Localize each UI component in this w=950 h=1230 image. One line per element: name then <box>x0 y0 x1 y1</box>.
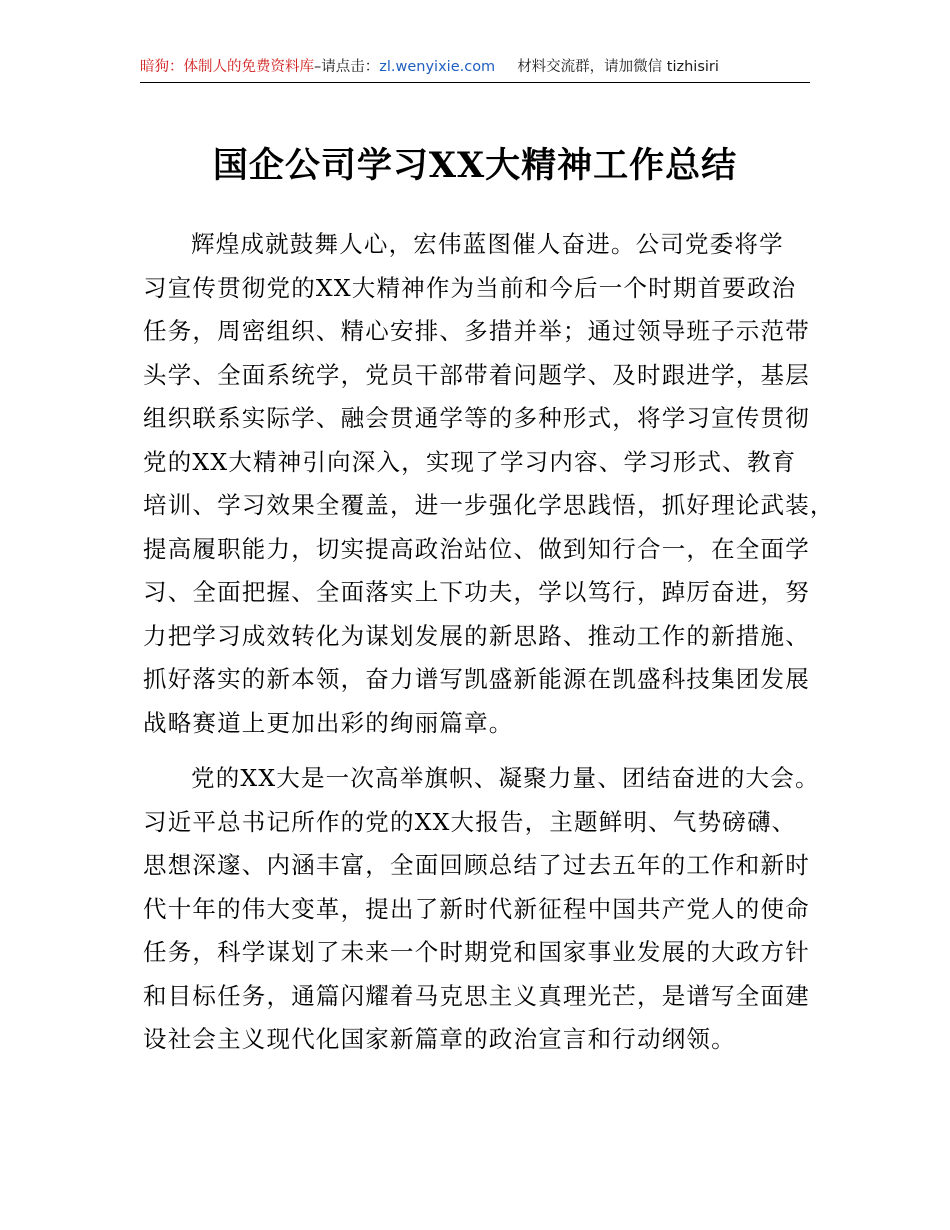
paragraph-line: 代十年的伟大变革，提出了新时代新征程中国共产党人的使命 <box>143 894 810 923</box>
paragraph-line: 和目标任务，通篇闪耀着马克思主义真理光芒，是谱写全面建 <box>143 981 810 1010</box>
paragraph-line: 习、全面把握、全面落实上下功夫，学以笃行，踔厉奋进，努 <box>143 578 810 606</box>
header-contact: 材料交流群，请加微信 tizhisiri <box>517 59 719 75</box>
paragraph-line: 培训、学习效果全覆盖，进一步强化学思践悟，抓好理论武装， <box>143 491 835 519</box>
paragraph-line: 思想深邃、内涵丰富，全面回顾总结了过去五年的工作和新时 <box>143 851 810 879</box>
paragraph-1 <box>143 223 835 745</box>
paragraph-line: 辉煌成就鼓舞人心，宏伟蓝图催人奋进。公司党委将学 <box>191 230 784 258</box>
page-header <box>140 56 810 83</box>
paragraph-line: 党的XX大是一次高举旗帜、凝聚力量、团结奋进的大会。 <box>191 764 820 792</box>
document-title: 国企公司学习XX大精神工作总结 <box>212 145 738 186</box>
paragraph-line: 战略赛道上更加出彩的绚丽篇章。 <box>143 708 514 737</box>
header-url-link[interactable]: zl.wenyixie.com <box>379 59 496 75</box>
paragraph-line: 习近平总书记所作的党的XX大报告，主题鲜明、气势磅礴、 <box>143 807 797 836</box>
paragraph-line: 头学、全面系统学，党员干部带着问题学、及时跟进学，基层 <box>143 360 810 389</box>
paragraph-line: 习宣传贯彻党的XX大精神作为当前和今后一个时期首要政治 <box>143 273 797 302</box>
paragraph-line: 提高履职能力，切实提高政治站位、做到知行合一，在全面学 <box>143 534 810 563</box>
paragraph-2 <box>143 757 820 1062</box>
paragraph-line: 力把学习成效转化为谋划发展的新思路、推动工作的新措施、 <box>143 621 810 650</box>
paragraph-line: 抓好落实的新本领，奋力谱写凯盛新能源在凯盛科技集团发展 <box>143 665 810 693</box>
paragraph-line: 组织联系实际学、融会贯通学等的多种形式，将学习宣传贯彻 <box>143 404 810 432</box>
paragraph-line: 党的XX大精神引向深入，实现了学习内容、学习形式、教育 <box>143 447 797 476</box>
paragraph-line: 设社会主义现代化国家新篇章的政治宣言和行动纲领。 <box>143 1025 736 1053</box>
header-brand: 暗狗：体制人的免费资料库 <box>140 59 314 75</box>
header-prompt: –请点击： <box>314 59 380 75</box>
paragraph-line: 任务，周密组织、精心安排、多措并举；通过领导班子示范带 <box>143 317 810 345</box>
paragraph-line: 任务，科学谋划了未来一个时期党和国家事业发展的大政方针 <box>143 938 810 966</box>
